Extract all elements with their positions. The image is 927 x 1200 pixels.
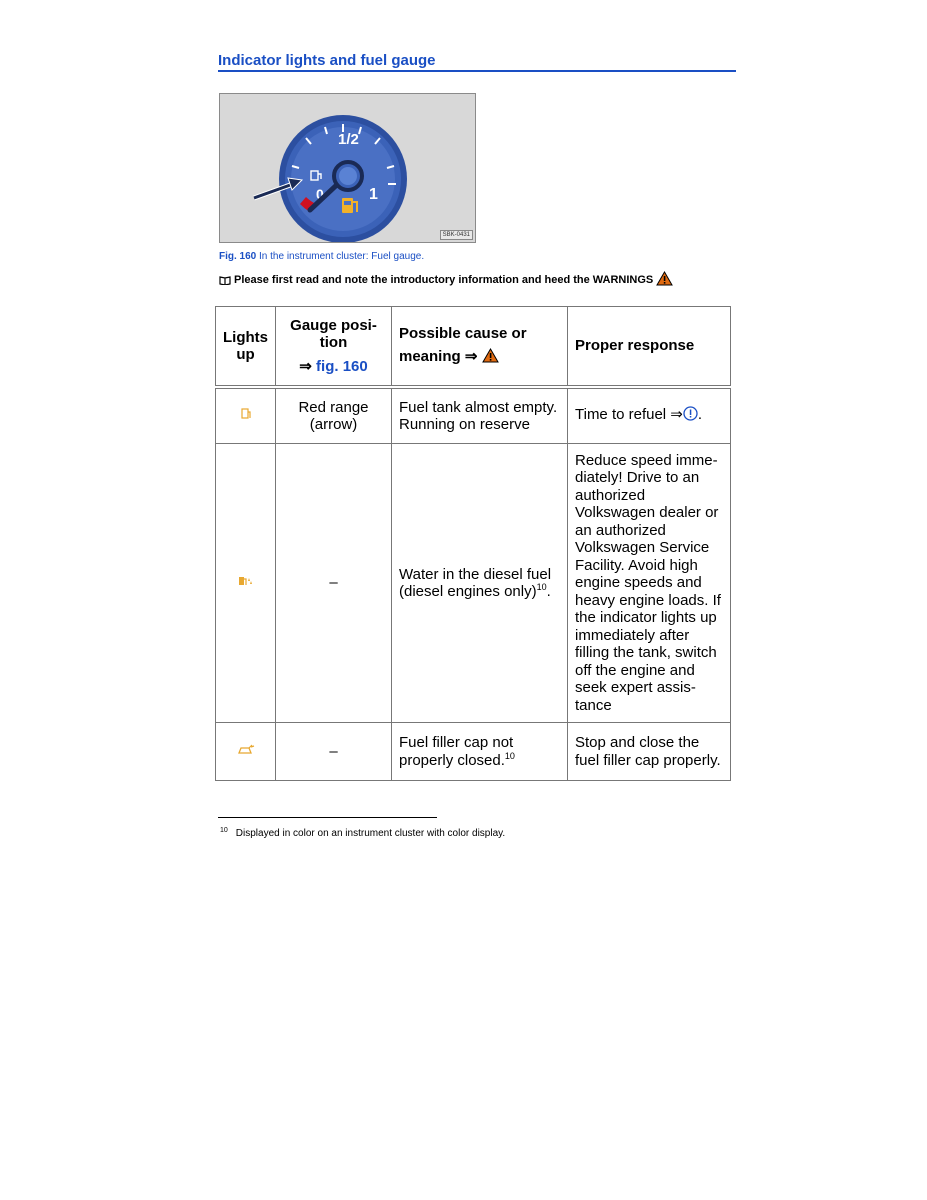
caption-text: In the instrument cluster: Fuel gauge. xyxy=(256,251,425,262)
table-header-row xyxy=(216,307,731,388)
water-in-fuel-icon xyxy=(238,574,254,593)
fuel-gauge-figure xyxy=(219,93,476,243)
table-row xyxy=(216,723,731,781)
row-indicator xyxy=(216,723,276,781)
footnote-rule xyxy=(218,817,437,818)
table-row xyxy=(216,387,731,444)
row-indicator xyxy=(216,444,276,723)
row-indicator xyxy=(216,387,276,444)
header-cause-line1: Possible cause or xyxy=(399,324,527,342)
header-gauge-label: Gauge posi-tion xyxy=(290,316,377,352)
warning-icon xyxy=(482,348,499,368)
row-position: – xyxy=(276,444,392,723)
figure-code: SBK-0431 xyxy=(440,230,473,240)
row-position: – xyxy=(276,723,392,781)
row-position: Red range (arrow) xyxy=(276,387,392,444)
footnote-number: 10 xyxy=(220,827,228,834)
footnote xyxy=(220,828,505,839)
warning-icon xyxy=(656,271,673,289)
section-title: Indicator lights and fuel gauge xyxy=(218,52,436,69)
indicator-table xyxy=(215,306,731,781)
caution-circle-icon xyxy=(683,406,698,426)
book-icon xyxy=(219,276,231,285)
intro-text: Please first read and note the introductory information and heed the WARNINGS xyxy=(234,274,654,286)
row-response: Reduce speed imme-diately! Drive to an authorized Volkswagen dealer or an authorized Volkswagen Service Facility. Avoid high engine speeds and heavy engine loads. If the indicator lights up immediately after filling the tank, switch off the engine and seek expert assis-tance xyxy=(568,444,731,723)
table-row xyxy=(216,444,731,723)
fuel-reserve-icon xyxy=(239,407,253,426)
row-cause xyxy=(392,444,568,723)
header-cause-line2 xyxy=(399,348,560,368)
gauge-label-half: 1/2 xyxy=(338,131,359,148)
header-cause xyxy=(392,307,568,388)
fig-160-link[interactable]: fig. 160 xyxy=(316,357,368,375)
header-gauge-link xyxy=(283,358,384,376)
cause-text: Fuel filler cap not properly closed. xyxy=(399,734,514,769)
row-response: Stop and close the fuel filler cap properly. xyxy=(568,723,731,781)
figure-caption xyxy=(219,251,424,262)
row-cause xyxy=(392,723,568,781)
header-gauge-position xyxy=(276,307,392,388)
header-response: Proper response xyxy=(568,307,731,388)
caption-label: Fig. 160 xyxy=(219,251,257,262)
title-rule xyxy=(218,70,736,72)
fuel-cap-icon xyxy=(237,743,255,761)
intro-line xyxy=(219,271,673,289)
cause-text: Water in the diesel fuel (diesel engines only) xyxy=(399,565,552,600)
footnote-text: Displayed in color on an instrument cluster with color display. xyxy=(235,828,506,839)
footnote-ref: 10 xyxy=(504,750,515,761)
response-text: Time to refuel ⇒ xyxy=(575,406,683,424)
response-end: . xyxy=(697,406,703,424)
link-arrow: ⇒ xyxy=(299,357,312,375)
row-response xyxy=(568,387,731,444)
row-cause: Fuel tank almost empty. Running on reserve xyxy=(392,387,568,444)
cause-end: . xyxy=(546,583,551,600)
footnote-ref: 10 xyxy=(536,582,547,592)
header-lights-up: Lights up xyxy=(216,307,276,388)
gauge-label-full: 1 xyxy=(369,186,378,203)
header-cause-meaning: meaning ⇒ xyxy=(399,348,478,365)
gauge-label-empty: 0 xyxy=(316,186,324,202)
